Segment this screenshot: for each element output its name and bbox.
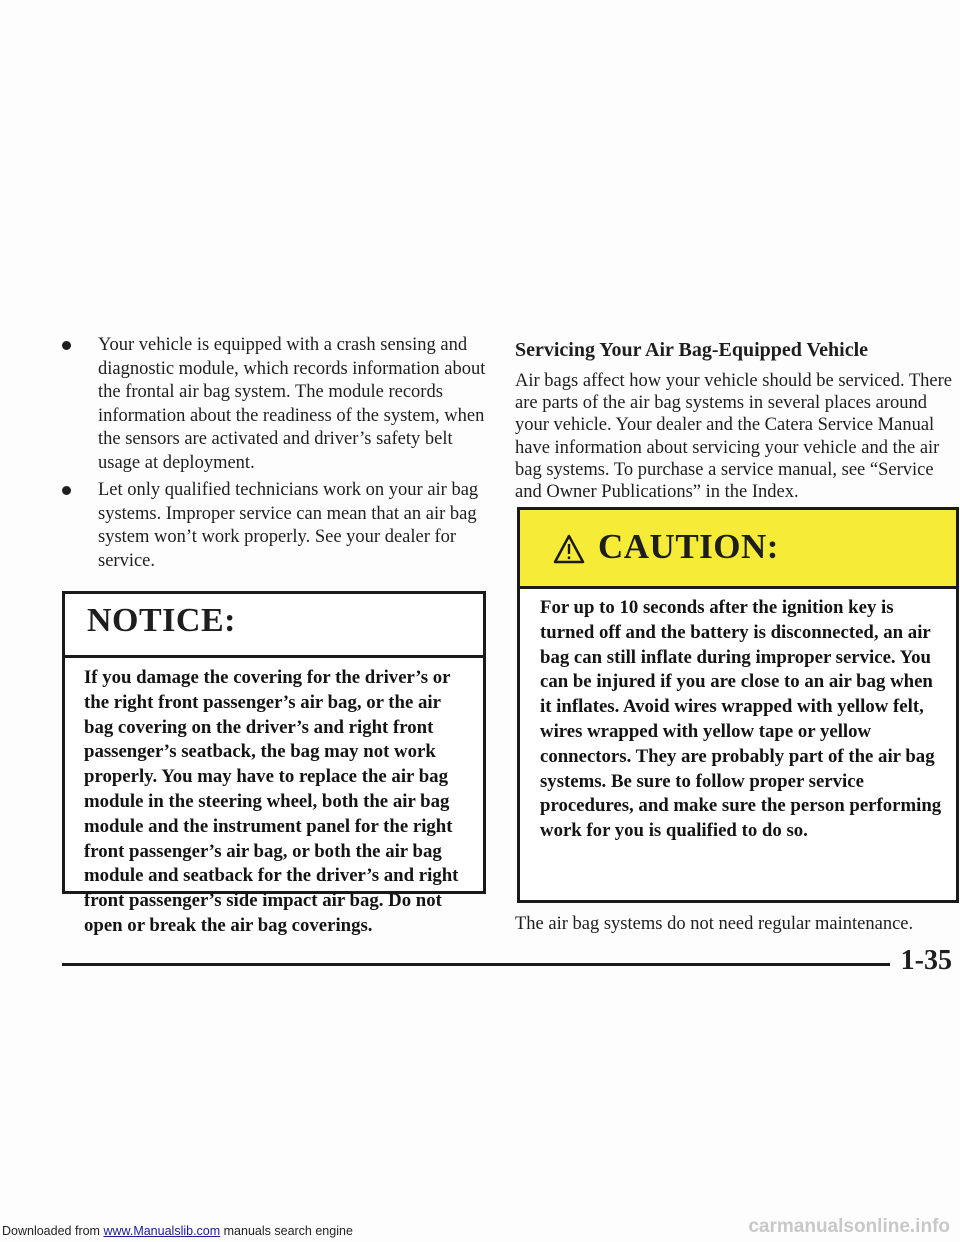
warning-triangle-icon: [553, 534, 585, 564]
bullet-dot-icon: [62, 486, 71, 495]
bullet-text: Your vehicle is equipped with a crash sensing and diagnostic module, which records information about the frontal air bag system. The module records information about the readiness of the system, when the sensors are activated and driver’s safety belt usage at deployment.: [98, 335, 486, 473]
manualslib-link[interactable]: www.Manualslib.com: [103, 1224, 221, 1238]
caution-header: [520, 510, 956, 589]
notice-heading: NOTICE:: [65, 594, 483, 658]
servicing-paragraph: Air bags affect how your vehicle should be serviced. There are parts of the air bag systems in several places around your vehicle. Your dealer and the Catera Service Manual have information about servicing your vehicle and the air bag systems. To purchase a service manual, see “Service and Owner Publications” in the Index.: [515, 371, 952, 503]
footer-prefix: Downloaded from: [2, 1224, 104, 1238]
caution-heading: CAUTION:: [598, 527, 779, 566]
watermark: carmanualsonline.info: [748, 1216, 950, 1237]
bullet-crash-module: [62, 334, 490, 476]
footer-suffix: manuals search engine: [220, 1224, 353, 1238]
bullet-dot-icon: [62, 341, 71, 350]
notice-box: [62, 591, 486, 936]
section-title: Servicing Your Air Bag-Equipped Vehicle: [515, 339, 869, 361]
page-number: 1-35: [900, 945, 952, 976]
download-footer: [2, 1224, 353, 1238]
bullet-qualified-technicians: [62, 479, 490, 573]
notice-body: If you damage the covering for the driver’s or the right front passenger’s air bag, or the air bag covering on the driver’s and right front passenger’s seatback, the bag may not work properly. You may have to replace the air bag module in the steering wheel, both the air bag module and the instrument panel for the right front passenger’s air bag, or both the air bag module and seatback for the driver’s and right front passenger’s side impact air bag. Do not open or break the air bag coverings.: [84, 667, 459, 936]
caution-box: [517, 507, 959, 903]
bullet-text: Let only qualified technicians work on your air bag systems. Improper service can mean that an air bag system won’t work properly. See your dealer for service.: [98, 480, 479, 571]
caution-body: For up to 10 seconds after the ignition key is turned off and the battery is disconnected, an air bag can still inflate during improper service. You can be injured if you are close to an air bag when it inflates. Avoid wires wrapped with yellow felt, wires wrapped with yellow tape or yellow connectors. They are probably part of the air bag systems. Be sure to follow proper service procedures, and make sure the person performing work for you is qualified to do so.: [540, 597, 942, 842]
closing-sentence: The air bag systems do not need regular maintenance.: [515, 914, 914, 934]
page-rule: [62, 963, 890, 966]
